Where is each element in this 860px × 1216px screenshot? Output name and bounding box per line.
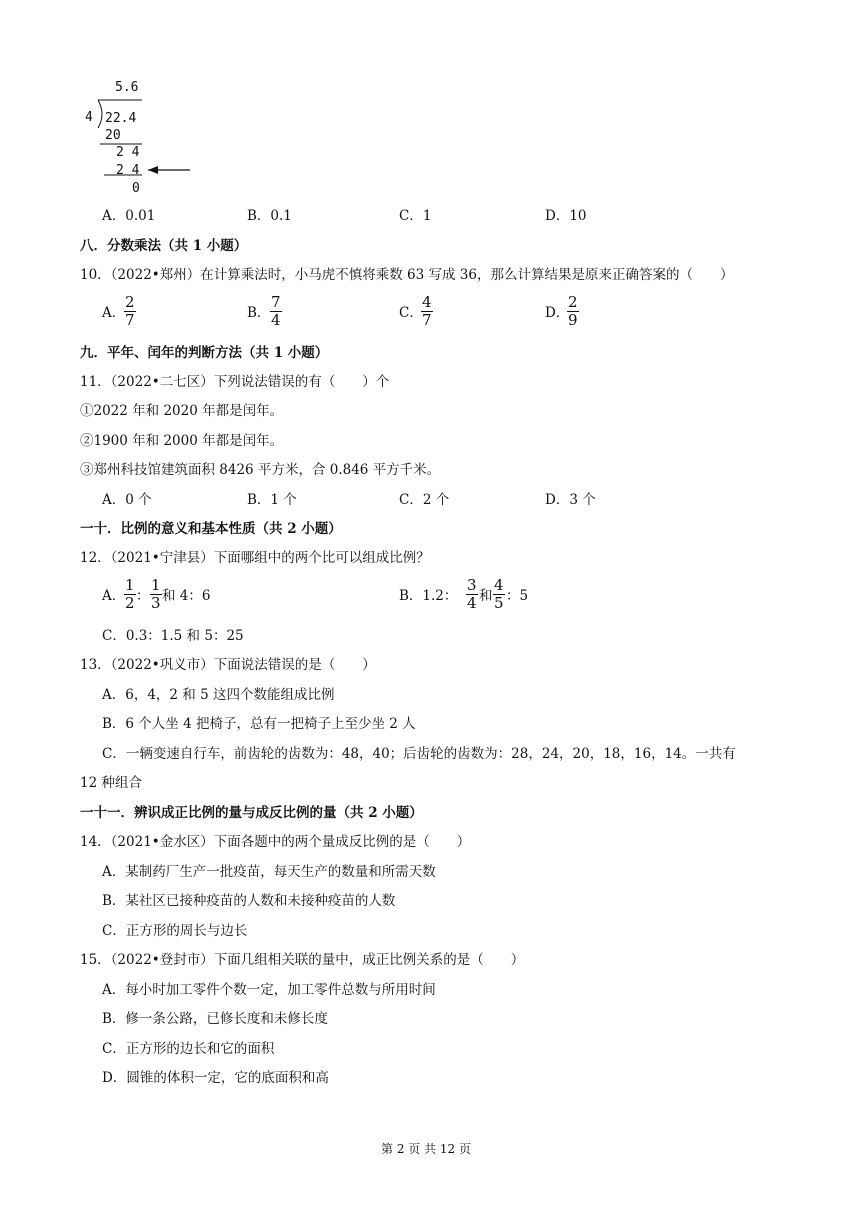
q11-option-d: D．3 个 [545,492,596,508]
section-heading: 一十一．辨识成正比例的量与成反比例的量（共 2 小题） [80,805,423,821]
q13-stem: 13．（2022•巩义市）下面说法错误的是（ ） [80,657,376,673]
dividend: 22.4 [105,111,137,126]
step-two: 2 4 [116,145,140,160]
q15-stem: 15．（2022•登封市）下面几组相关联的量中，成正比例关系的是（ ） [80,952,525,968]
step-one: 20 [105,128,121,143]
q12-option-a-label: A． [102,588,126,604]
q10-option-c-fraction: 4 7 [422,293,432,329]
q10-option-a-label: A． [102,305,126,321]
q15-option-a: A．每小时加工零件个数一定，加工零件总数与所用时间 [102,982,436,998]
section-heading: 一十．比例的意义和基本性质（共 2 小题） [80,521,342,537]
q14-option-c: C．正方形的周长与边长 [102,923,248,939]
section-heading: 九．平年、闰年的判断方法（共 1 小题） [80,345,329,361]
q12-option-b-fraction-one: 3 4 [467,576,477,612]
q12-option-b-mid: 和 [479,588,493,604]
page-footer: 第 2 页 共 12 页 [381,1142,471,1156]
q11-item: ①2022 年和 2020 年都是闰年。 [80,403,284,419]
step-three: 2 4 [116,163,140,178]
q11-option-c: C．2 个 [399,492,450,508]
q15-option-c: C．正方形的边长和它的面积 [102,1041,275,1057]
q10-option-a-fraction: 2 7 [125,293,135,329]
q13-option-c-continued: 12 种组合 [80,775,142,791]
q10-stem: 10．（2022•郑州）在计算乘法时，小马虎不慎将乘数 63 写成 36，那么计算结果是原来正确答案的（ ） [80,267,734,283]
q12-option-a-fraction-two: 1 3 [151,576,161,612]
q9-option-b: B．0.1 [247,208,292,224]
q13-option-a: A．6，4，2 和 5 这四个数能组成比例 [102,687,335,703]
q13-option-c: C．一辆变速自行车，前齿轮的齿数为：48，40；后齿轮的齿数为：28，24，20，18，16，14。一共有 [102,746,736,762]
q15-option-b: B．修一条公路，已修长度和未修长度 [102,1011,328,1027]
q11-item: ③郑州科技馆建筑面积 8426 平方米，合 0.846 平方千米。 [80,462,441,478]
q9-option-d: D．10 [545,208,587,224]
q9-option-a: A．0.01 [102,208,156,224]
q10-option-d-fraction: 2 9 [568,293,578,329]
q14-option-b: B．某社区已接种疫苗的人数和未接种疫苗的人数 [102,893,396,909]
q12-option-c: C．0.3：1.5 和 5：25 [102,628,244,644]
q10-option-b-label: B． [247,305,271,321]
quotient: 5.6 [115,80,139,95]
q9-option-c: C．1 [399,208,432,224]
q12-option-a-fraction-one: 1 2 [125,576,135,612]
q10-option-d-label: D． [545,305,570,321]
divisor: 4 [85,110,93,125]
q11-item: ②1900 年和 2000 年都是闰年。 [80,433,284,449]
q10-option-b-fraction: 7 4 [271,293,281,329]
q12-stem: 12．（2021•宁津县）下面哪组中的两个比可以组成比例？ [80,550,430,566]
q12-option-a-tail: 和 4：6 [162,588,211,604]
q11-option-a: A．0 个 [102,492,152,508]
q12-option-b-tail: ：5 [506,588,529,604]
remainder: 0 [132,181,140,196]
q11-option-b: B．1 个 [247,492,297,508]
section-heading: 八．分数乘法（共 1 小题） [80,238,248,254]
q14-stem: 14．（2021•金水区）下面各题中的两个量成反比例的是（ ） [80,834,471,850]
q11-stem: 11．（2022•二七区）下列说法错误的有（ ）个 [80,374,390,390]
q12-option-a-colon: ： [136,588,150,604]
q15-option-d: D．圆锥的体积一定，它的底面积和高 [102,1070,329,1086]
q12-option-b-fraction-two: 4 5 [494,576,504,612]
q10-option-c-label: C． [399,305,423,321]
q14-option-a: A．某制药厂生产一批疫苗，每天生产的数量和所需天数 [102,864,436,880]
q13-option-b: B．6 个人坐 4 把椅子，总有一把椅子上至少坐 2 人 [102,716,416,732]
q12-option-b-label: B．1.2： [399,588,458,604]
